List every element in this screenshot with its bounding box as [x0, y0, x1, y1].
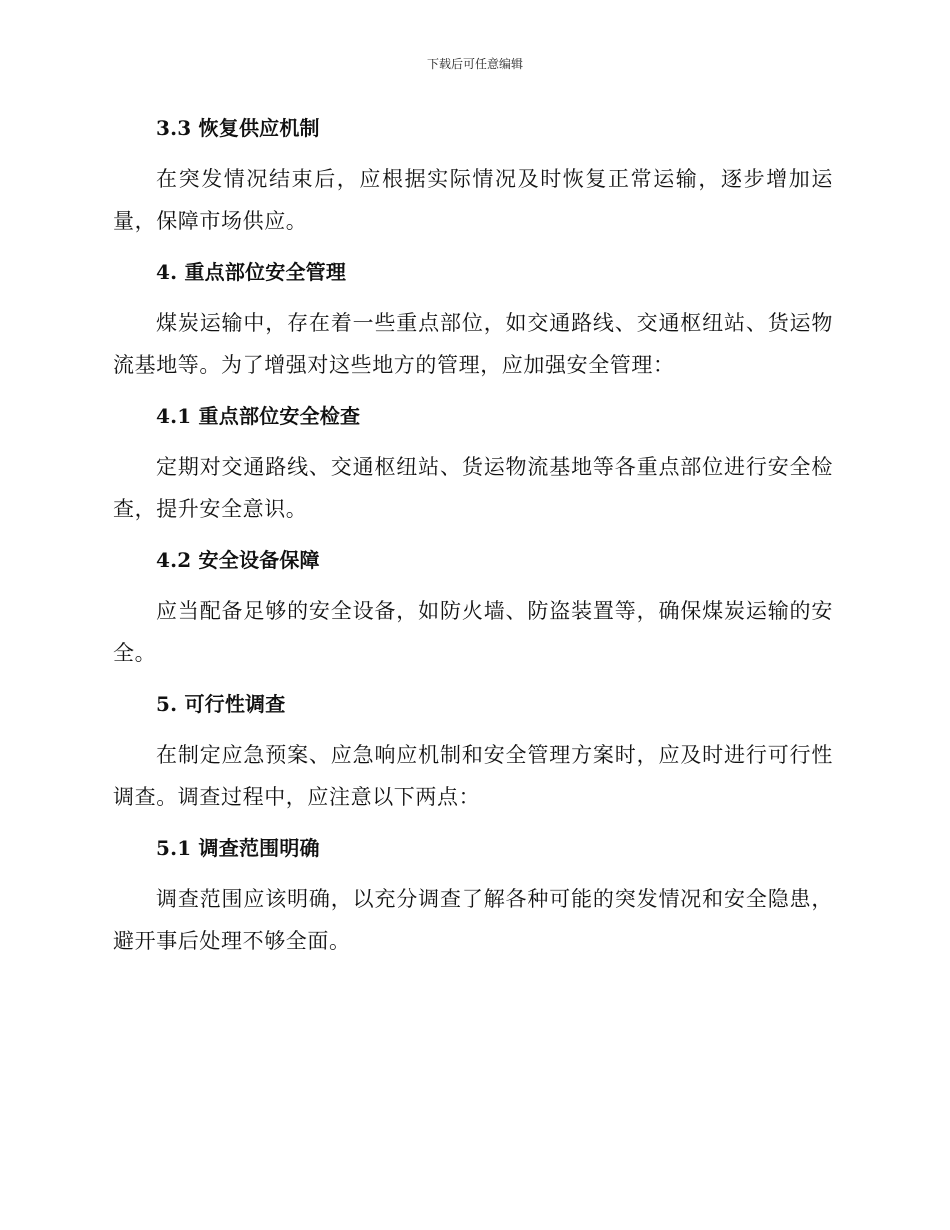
section-heading-5: 5. 可行性调查 — [156, 692, 286, 716]
paragraph-3-3: 在突发情况结束后，应根据实际情况及时恢复正常运输，逐步增加运量，保障市场供应。 — [113, 167, 833, 233]
paragraph-4: 煤炭运输中，存在着一些重点部位，如交通路线、交通枢纽站、货运物流基地等。为了增强对这些地方的管理，应加强安全管理： — [113, 311, 833, 377]
section-heading-5-1: 5.1 调查范围明确 — [156, 836, 320, 860]
paragraph-5: 在制定应急预案、应急响应机制和安全管理方案时，应及时进行可行性调查。调查过程中，应注意以下两点： — [113, 743, 833, 809]
section-heading-4-1: 4.1 重点部位安全检查 — [156, 404, 361, 428]
section-heading-4-2: 4.2 安全设备保障 — [156, 548, 320, 572]
section-heading-3-3: 3.3 恢复供应机制 — [156, 116, 320, 140]
paragraph-5-1: 调查范围应该明确，以充分调查了解各种可能的突发情况和安全隐患，避开事后处理不够全面。 — [113, 887, 833, 953]
paragraph-4-2: 应当配备足够的安全设备，如防火墙、防盗装置等，确保煤炭运输的安全。 — [113, 599, 833, 665]
document-body — [113, 108, 833, 972]
section-heading-4: 4. 重点部位安全管理 — [156, 260, 347, 284]
page-header: 下载后可任意编辑 — [426, 57, 523, 71]
paragraph-4-1: 定期对交通路线、交通枢纽站、货运物流基地等各重点部位进行安全检查，提升安全意识。 — [113, 455, 833, 521]
